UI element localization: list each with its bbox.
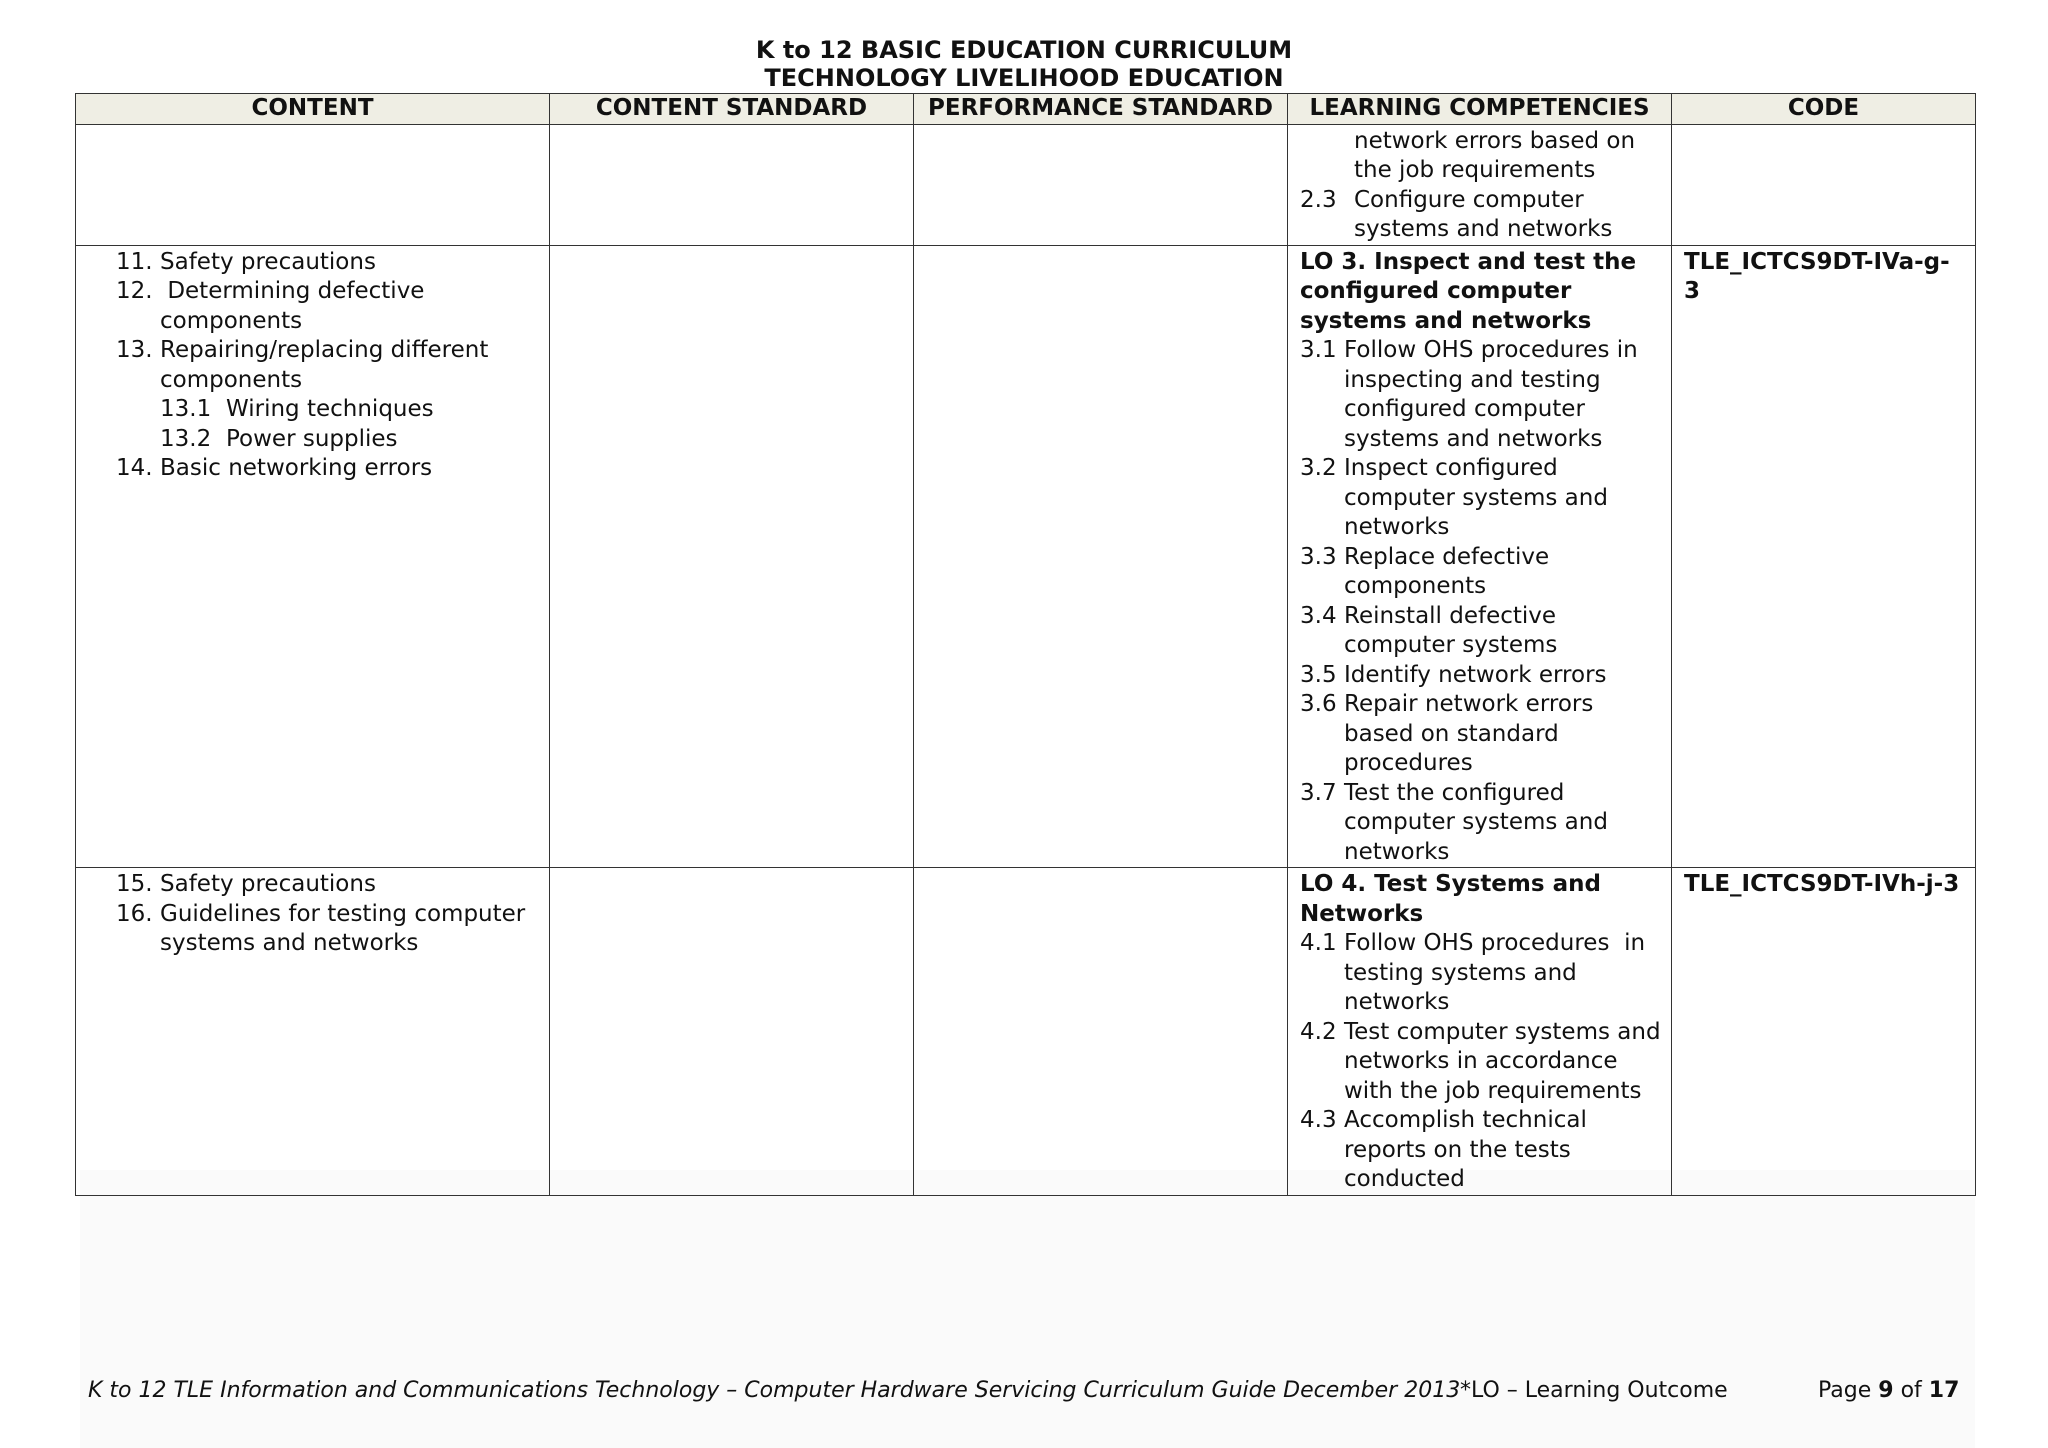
competency-number: 3.1 <box>1300 337 1337 363</box>
content-number: 14. <box>116 455 153 481</box>
competency-number: 3.3 <box>1300 543 1337 570</box>
competency-continuation-line: the job requirements <box>1354 157 1596 183</box>
competency-number: 3.2 <box>1300 455 1337 481</box>
content-standard-cell <box>550 868 914 1196</box>
learning-outcome-title: LO 4. Test Systems and Networks <box>1300 871 1601 927</box>
content-standard-cell <box>550 245 914 868</box>
content-text: Guidelines for testing computer systems and networks <box>160 900 526 956</box>
content-sub-text: Power supplies <box>226 425 398 452</box>
content-item <box>116 277 539 336</box>
content-text: Basic networking errors <box>160 455 433 481</box>
competency-number: 3.6 <box>1300 691 1337 717</box>
table-row <box>76 245 1976 868</box>
competency-continuation-line: network errors based on <box>1354 127 1636 154</box>
code-cell <box>1672 245 1976 868</box>
content-standard-cell <box>550 124 914 245</box>
learning-competencies-cell <box>1288 124 1672 245</box>
curriculum-table <box>75 93 1976 1196</box>
competency-number: 3.5 <box>1300 661 1337 688</box>
competency-number: 4.1 <box>1300 930 1337 956</box>
competency-text: Identify network errors <box>1344 661 1607 688</box>
page-footer <box>0 1378 2048 1410</box>
column-header-performance-standard: PERFORMANCE STANDARD <box>914 94 1288 125</box>
content-number: 13. <box>116 337 153 363</box>
competency-item <box>1300 690 1661 779</box>
content-list <box>88 454 539 484</box>
competency-item <box>1300 454 1661 543</box>
content-cell <box>76 868 550 1196</box>
table-row <box>76 124 1976 245</box>
content-number: 11. <box>116 248 153 275</box>
competency-text-line: Configure computer <box>1354 186 1584 213</box>
document-header <box>0 36 2048 92</box>
header-line-2: TECHNOLOGY LIVELIHOOD EDUCATION <box>764 64 1284 92</box>
code-cell <box>1672 124 1976 245</box>
content-text: Repairing/replacing different components <box>160 337 489 393</box>
content-sub-number: 13.1 <box>160 396 212 422</box>
content-sub-number: 13.2 <box>160 425 212 452</box>
competency-text: Follow OHS procedures in testing systems and networks <box>1344 930 1653 1015</box>
footer-guide-title: K to 12 TLE Information and Communications Technology – Computer Hardware Servicing Curriculum Guide December 2013 <box>88 1378 1461 1403</box>
page-label: Page <box>1818 1378 1872 1403</box>
total-pages: 17 <box>1928 1378 1960 1403</box>
competency-code: TLE_ICTCS9DT-IVa-g-3 <box>1684 248 1950 304</box>
footer-page-number <box>1818 1378 1959 1403</box>
learning-competencies-cell <box>1288 868 1672 1196</box>
competency-text: Inspect configured computer systems and networks <box>1344 455 1608 540</box>
competency-text: Reinstall defective computer systems <box>1344 602 1558 658</box>
content-number: 15. <box>116 871 153 897</box>
content-item <box>116 336 539 395</box>
performance-standard-cell <box>914 868 1288 1196</box>
competency-item <box>1300 543 1661 602</box>
competency-item <box>1300 1106 1661 1195</box>
column-header-code: CODE <box>1672 94 1976 125</box>
content-cell <box>76 124 550 245</box>
competency-text: Test the configured computer systems and networks <box>1344 779 1608 865</box>
content-text: Safety precautions <box>160 871 376 897</box>
header-line-1: K to 12 BASIC EDUCATION CURRICULUM <box>755 36 1293 64</box>
competency-item <box>1300 661 1661 691</box>
column-header-learning-competencies: LEARNING COMPETENCIES <box>1288 94 1672 125</box>
code-cell <box>1672 868 1976 1196</box>
content-list <box>88 870 539 959</box>
competency-text <box>1354 186 1612 245</box>
content-number: 16. <box>116 900 153 927</box>
content-sub-item <box>160 425 539 455</box>
content-text: Determining defective components <box>160 278 432 334</box>
competency-item <box>1300 186 1661 245</box>
content-text: Safety precautions <box>160 248 376 275</box>
competency-list <box>1300 336 1661 867</box>
content-sub-list <box>88 395 539 454</box>
competency-text: Test computer systems and networks in accordance with the job requirements <box>1344 1018 1661 1104</box>
content-sub-item <box>160 395 539 425</box>
competency-list <box>1300 929 1661 1195</box>
column-header-content: CONTENT <box>76 94 550 125</box>
competency-number: 4.2 <box>1300 1018 1337 1045</box>
footer-lo-note: *LO – Learning Outcome <box>1460 1378 1728 1403</box>
competency-item <box>1300 1018 1661 1107</box>
competency-number: 3.7 <box>1300 779 1337 806</box>
table-header-row <box>76 94 1976 125</box>
competency-number: 4.3 <box>1300 1107 1337 1133</box>
competency-number: 2.3 <box>1300 186 1337 213</box>
content-cell <box>76 245 550 868</box>
column-header-content-standard: CONTENT STANDARD <box>550 94 914 125</box>
competency-text: Replace defective components <box>1344 543 1550 599</box>
competency-item <box>1300 336 1661 454</box>
content-item <box>116 870 539 900</box>
performance-standard-cell <box>914 245 1288 868</box>
competency-item <box>1300 779 1661 868</box>
competency-item <box>1300 602 1661 661</box>
competency-item <box>1300 929 1661 1018</box>
competency-text: Repair network errors based on standard procedures <box>1344 691 1594 776</box>
competency-number: 3.4 <box>1300 602 1337 629</box>
competency-text: Follow OHS procedures in inspecting and testing configured computer systems and networks <box>1344 337 1638 452</box>
current-page: 9 <box>1878 1378 1894 1403</box>
content-list <box>88 248 539 396</box>
competency-text: Accomplish technical reports on the tests conducted <box>1344 1107 1587 1192</box>
content-sub-text: Wiring techniques <box>226 396 434 422</box>
learning-outcome-title: LO 3. Inspect and test the configured computer systems and networks <box>1300 248 1637 334</box>
content-item <box>116 454 539 484</box>
competency-code: TLE_ICTCS9DT-IVh-j-3 <box>1684 871 1960 897</box>
learning-competencies-cell <box>1288 245 1672 868</box>
content-number: 12. <box>116 278 153 304</box>
of-label: of <box>1900 1378 1922 1403</box>
competency-text-line: systems and networks <box>1354 216 1613 242</box>
performance-standard-cell <box>914 124 1288 245</box>
content-item <box>116 248 539 278</box>
content-item <box>116 900 539 959</box>
table-row <box>76 868 1976 1196</box>
